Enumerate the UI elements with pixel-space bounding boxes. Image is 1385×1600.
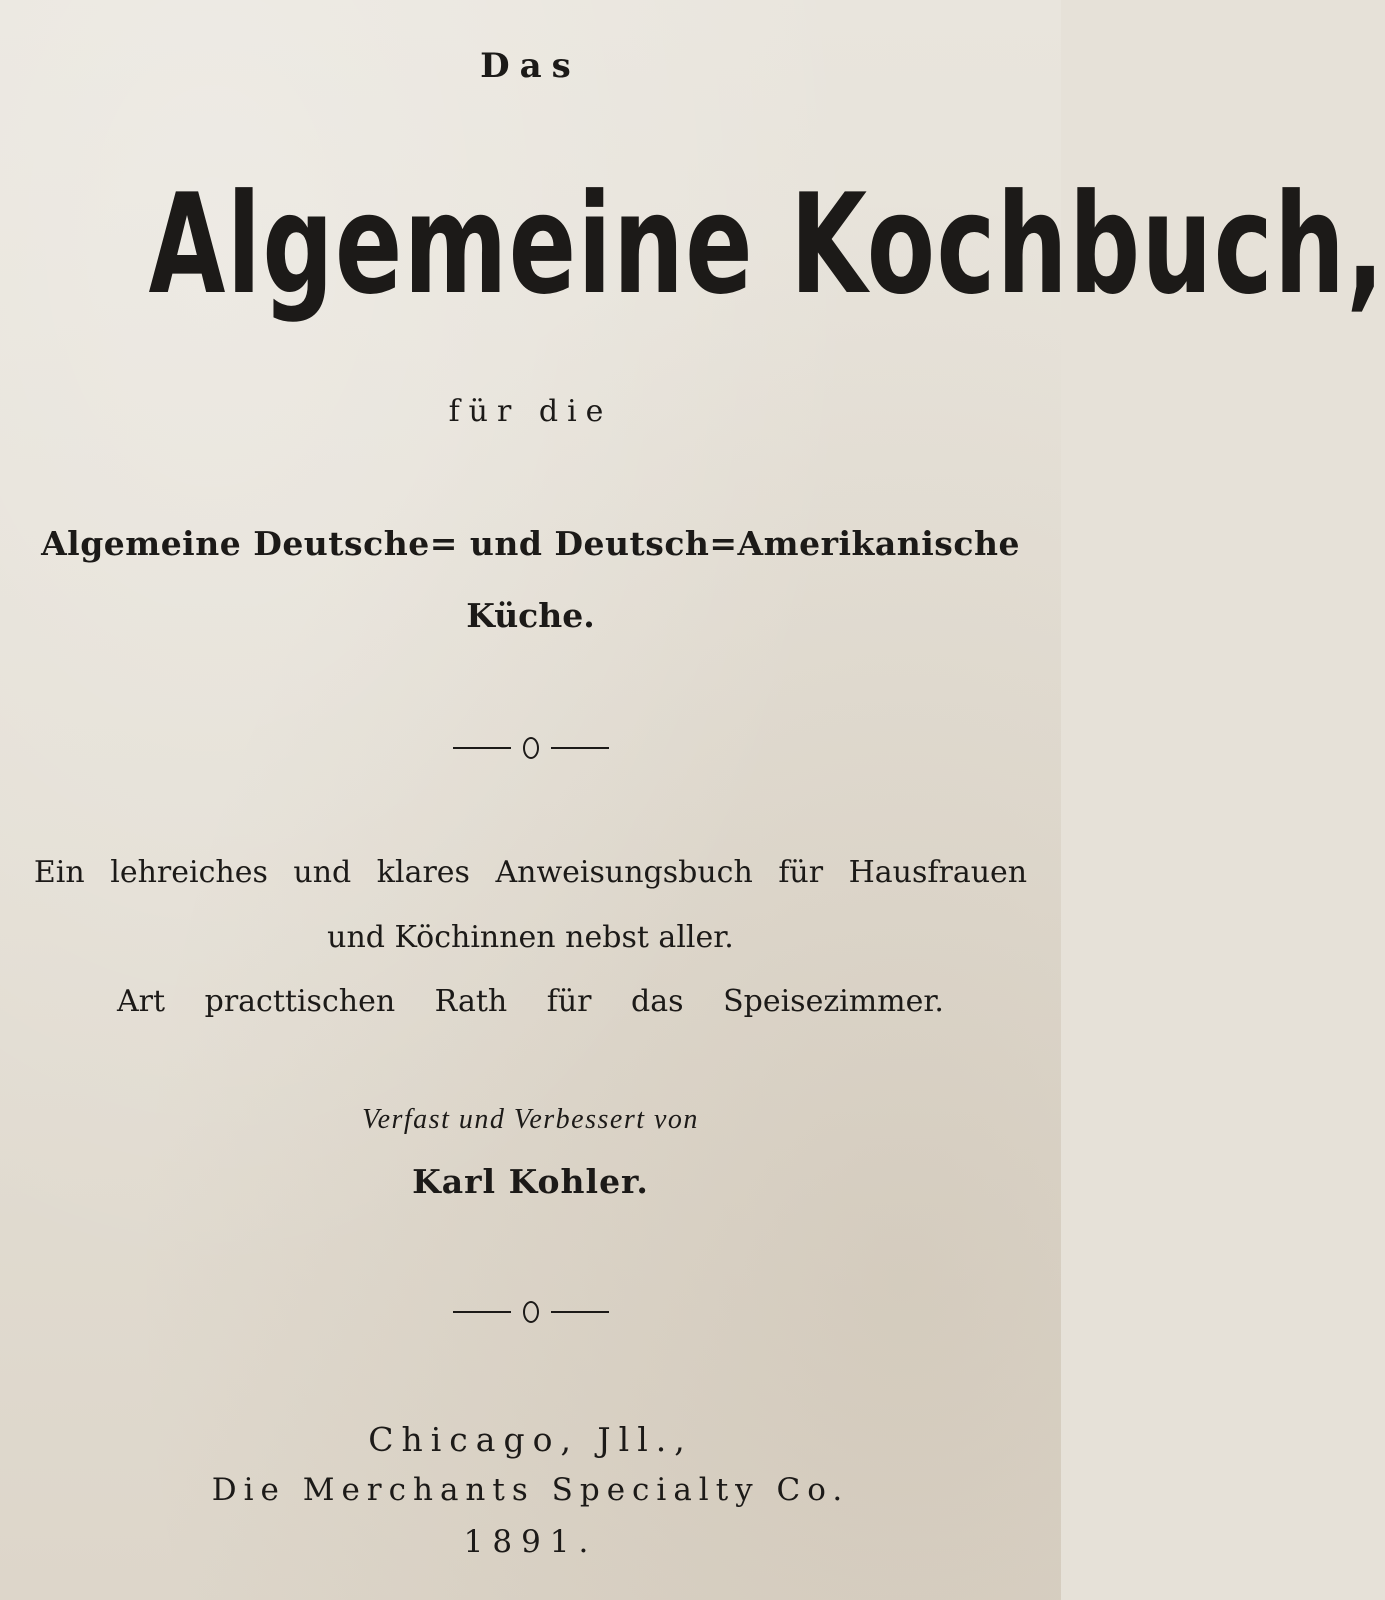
divider-rule-left	[453, 1311, 511, 1313]
byline: Verfast und Verbessert von	[362, 1104, 699, 1135]
imprint-year: 1891.	[463, 1524, 598, 1560]
ornament-divider	[0, 1292, 1061, 1332]
divider-rule-left	[453, 747, 511, 749]
imprint-city: Chicago, Jll.,	[368, 1420, 693, 1459]
divider-rule-right	[551, 747, 609, 749]
ornament-divider	[0, 728, 1061, 768]
imprint-publisher: Die Merchants Specialty Co.	[211, 1472, 850, 1508]
subtitle-line-1: Algemeine Deutsche= und Deutsch=Amerikanische	[41, 524, 1020, 563]
description-line-3: Art practtischen Rath für das Speisezimmer.	[117, 984, 944, 1019]
description-line-2: und Köchinnen nebst aller.	[327, 920, 734, 955]
title-article: Das	[480, 46, 581, 86]
subtitle-line-2: Küche.	[466, 596, 595, 635]
book-title: Algemeine Kochbuch,	[148, 164, 1385, 325]
author-name: Karl Kohler.	[412, 1162, 649, 1201]
divider-ring-icon	[523, 737, 539, 759]
divider-ring-icon	[523, 1301, 539, 1323]
for-the-text: für die	[448, 394, 613, 429]
divider-rule-right	[551, 1311, 609, 1313]
description-line-1: Ein lehreiches und klares Anweisungsbuch für Hausfrauen	[33, 855, 1028, 890]
